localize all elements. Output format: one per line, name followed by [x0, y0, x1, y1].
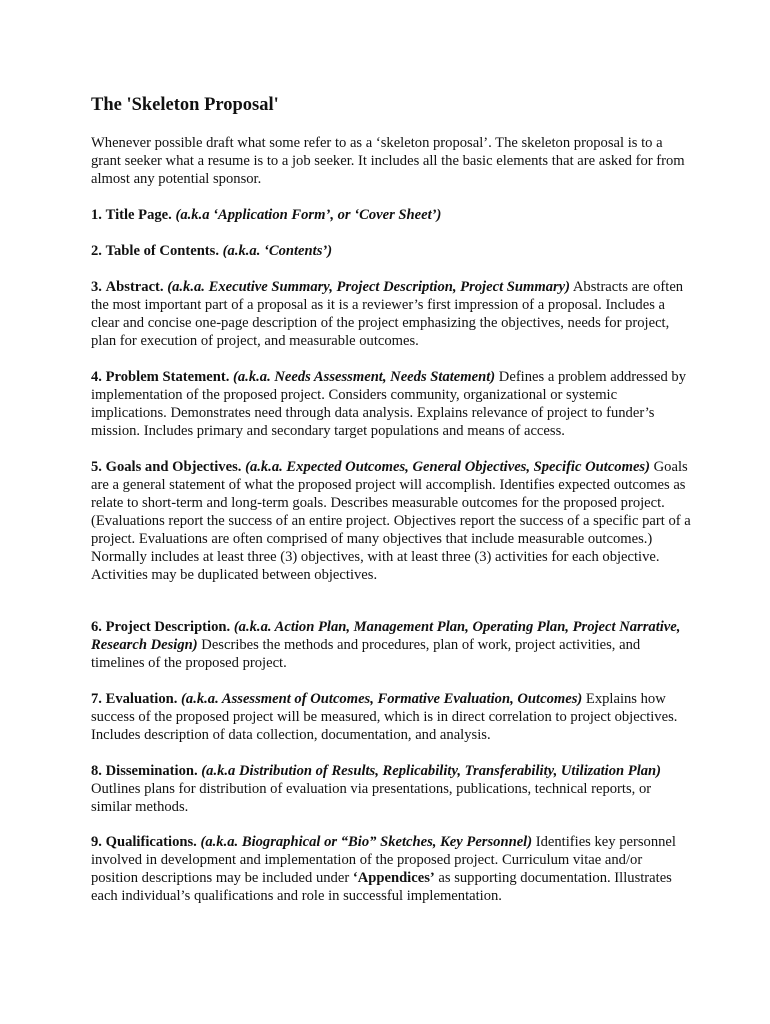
section-problem-statement — [91, 368, 691, 440]
section-body: Identifies key personnel involved in development and implementation of the proposed project. Curriculum vitae and/or position descriptions may be included under — [91, 834, 676, 886]
section-aka: (a.k.a. ‘Contents’) — [222, 243, 333, 259]
section-number: 5. — [91, 459, 102, 475]
section-dissemination — [91, 762, 691, 816]
section-body: Abstracts are often the most important part of a proposal as it is a reviewer’s first impression of a proposal. Includes a clear and concise one-page description of the project emphasizing the objectives, needs for project, plan for execution of project, and measurable outcomes. — [91, 279, 684, 349]
section-number: 9. — [91, 834, 102, 850]
section-number: 1. — [91, 207, 102, 223]
section-table-of-contents — [91, 242, 691, 260]
section-body: Outlines plans for distribution of evaluation via presentations, publications, technical reports, or similar methods. — [91, 781, 652, 815]
section-aka: (a.k.a ‘Application Form’, or ‘Cover Sheet’) — [175, 207, 442, 223]
section-aka: (a.k.a. Biographical or “Bio” Sketches, Key Personnel) — [200, 834, 533, 850]
section-aka: (a.k.a. Needs Assessment, Needs Statement) — [233, 369, 496, 385]
section-body: Defines a problem addressed by implementation of the proposed project. Considers community, organizational or systemic implications. Demonstrates need through data analysis. Explains relevance of project to funder’s mission. Includes primary and secondary target populations and means of access. — [91, 369, 687, 439]
section-aka: (a.k.a. Assessment of Outcomes, Formative Evaluation, Outcomes) — [181, 691, 583, 707]
section-heading: Abstract. — [105, 279, 164, 295]
section-heading: Title Page. — [105, 207, 172, 223]
section-number: 4. — [91, 369, 102, 385]
section-heading: Project Description. — [105, 619, 231, 635]
section-number: 8. — [91, 763, 102, 779]
section-heading: Problem Statement. — [105, 369, 230, 385]
section-number: 2. — [91, 243, 102, 259]
section-heading: Dissemination. — [105, 763, 198, 779]
section-body: Goals are a general statement of what the proposed project will accomplish. Identifies expected outcomes as relate to short-term and long-term goals. Describes measurable outcomes for the proposed project. (Evaluations report the success of an entire project. Objectives report the success of a specific part of a project. Evaluations are often comprised of many objectives that include measurable outcomes.) Normally includes at least three (3) objectives, with at least three (3) activities for each objective. Activities may be duplicated between objectives. — [91, 459, 691, 583]
section-number: 7. — [91, 691, 102, 707]
section-body: Explains how success of the proposed project will be measured, which is in direct correlation to project objectives. Includes description of data collection, documentation, and analysis. — [91, 691, 678, 743]
section-title-page — [91, 206, 691, 224]
section-body-tail: as supporting documentation. Illustrates each individual’s qualifications and role in successful implementation. — [91, 870, 672, 904]
page-title: The 'Skeleton Proposal' — [91, 95, 279, 115]
section-heading: Evaluation. — [105, 691, 178, 707]
section-number: 6. — [91, 619, 102, 635]
section-heading: Goals and Objectives. — [105, 459, 242, 475]
section-aka: (a.k.a. Expected Outcomes, General Objectives, Specific Outcomes) — [245, 459, 650, 475]
section-number: 3. — [91, 279, 102, 295]
section-aka: (a.k.a. Action Plan, Management Plan, Operating Plan, Project Narrative, Research Design) — [91, 619, 681, 653]
section-aka: (a.k.a Distribution of Results, Replicability, Transferability, Utilization Plan) — [201, 763, 662, 779]
section-goals-objectives — [91, 458, 691, 584]
section-aka: (a.k.a. Executive Summary, Project Description, Project Summary) — [167, 279, 571, 295]
intro-paragraph: Whenever possible draft what some refer to as a ‘skeleton proposal’. The skeleton proposal is to a grant seeker what a resume is to a job seeker. It includes all the basic elements that are asked for from almost any potential sponsor. — [91, 135, 685, 187]
section-abstract — [91, 278, 691, 350]
section-project-description — [91, 618, 691, 672]
appendices-term: ‘Appendices’ — [352, 870, 435, 886]
section-heading: Table of Contents. — [105, 243, 219, 259]
section-heading: Qualifications. — [105, 834, 197, 850]
section-body: Describes the methods and procedures, plan of work, project activities, and timelines of the proposed project. — [91, 637, 641, 671]
section-qualifications — [91, 833, 691, 905]
section-evaluation — [91, 690, 691, 744]
